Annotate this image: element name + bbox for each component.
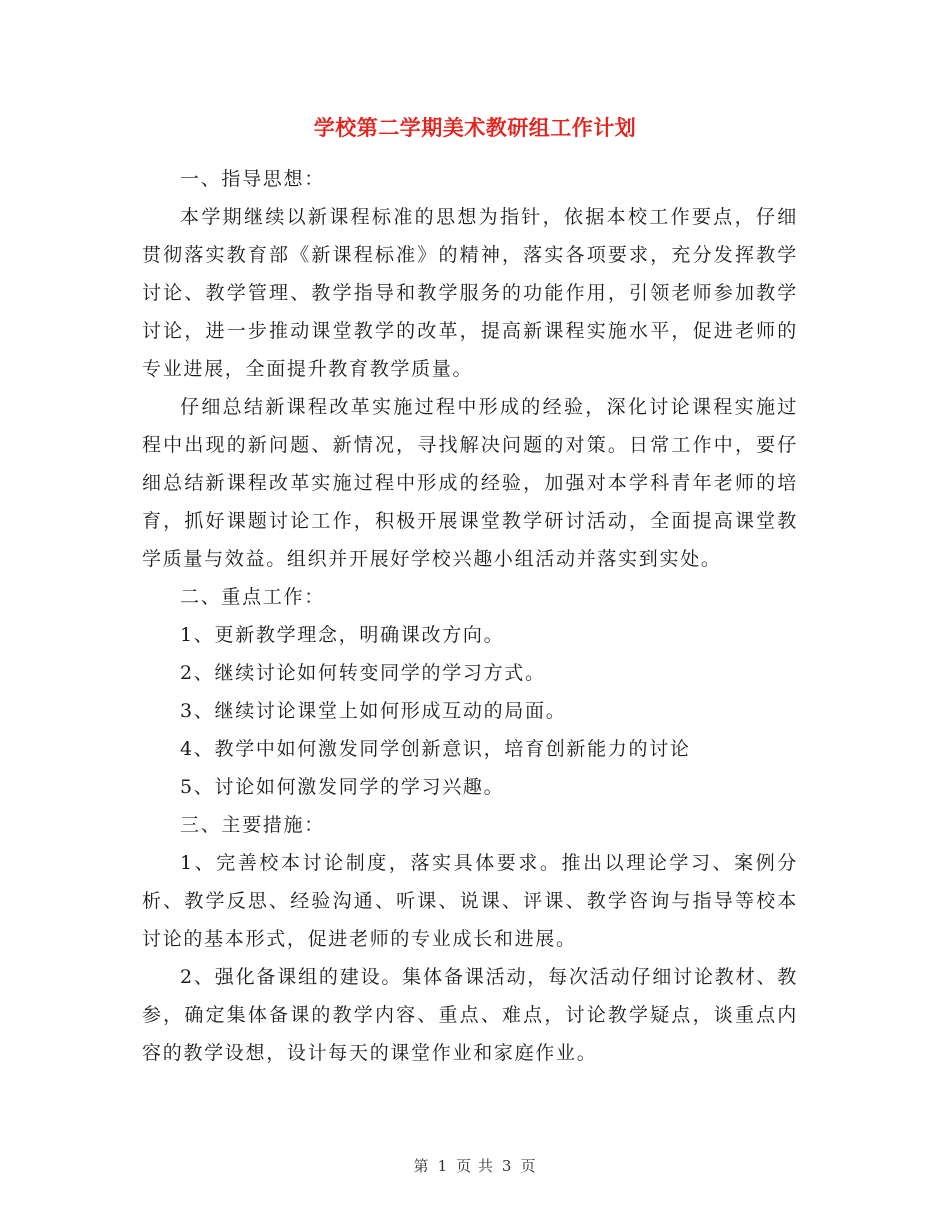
document-body <box>142 160 798 1072</box>
list-item-key-work-5: 5、讨论如何激发同学的学习兴趣。 <box>180 776 505 798</box>
list-item-key-work-4: 4、教学中如何激发同学创新意识，培育创新能力的讨论 <box>180 738 691 760</box>
list-item-key-work-3: 3、继续讨论课堂上如何形成互动的局面。 <box>180 700 567 722</box>
section-heading-main-measures: 三、主要措施： <box>180 814 325 836</box>
footer-prefix: 第 <box>413 1157 430 1175</box>
section-heading-key-work: 二、重点工作： <box>180 586 325 608</box>
paragraph-summary: 仔细总结新课程改革实施过程中形成的经验，深化讨论课程实施过程中出现的新问题、新情况，寻找解决问题的对策。日常工作中，要仔细总结新课程改革实施过程中形成的经验，加强对本学科青年老师的培育，抓好课题讨论工作，积极开展课堂教学研讨活动，全面提高课堂教学质量与效益。组织并开展好学校兴趣小组活动并落实到实处。 <box>142 396 798 570</box>
footer-middle: 页 共 <box>456 1157 494 1175</box>
footer-suffix: 页 <box>520 1157 537 1175</box>
list-item-key-work-1: 1、更新教学理念，明确课改方向。 <box>180 624 505 646</box>
section-heading-guiding-ideology: 一、指导思想： <box>180 168 325 190</box>
list-item-key-work-2: 2、继续讨论如何转变同学的学习方式。 <box>180 662 546 684</box>
footer-total-pages: 3 <box>501 1157 513 1175</box>
document-title: 学校第二学期美术教研组工作计划 <box>313 115 637 140</box>
paragraph-measure-1: 1、完善校本讨论制度，落实具体要求。推出以理论学习、案例分析、教学反思、经验沟通、听课、说课、评课、教学咨询与指导等校本讨论的基本形式，促进老师的专业成长和进展。 <box>142 852 798 950</box>
paragraph-measure-2: 2、强化备课组的建设。集体备课活动，每次活动仔细讨论教材、教参，确定集体备课的教学内容、重点、难点，讨论教学疑点，谈重点内容的教学设想，设计每天的课堂作业和家庭作业。 <box>142 966 798 1064</box>
footer-page-number: 1 <box>437 1157 449 1175</box>
page-footer <box>0 1155 950 1176</box>
paragraph-guiding-ideology: 本学期继续以新课程标准的思想为指针，依据本校工作要点，仔细贯彻落实教育部《新课程标准》的精神，落实各项要求，充分发挥教学讨论、教学管理、教学指导和教学服务的功能作用，引领老师参加教学讨论，进一步推动课堂教学的改革，提高新课程实施水平，促进老师的专业进展，全面提升教育教学质量。 <box>142 206 798 380</box>
